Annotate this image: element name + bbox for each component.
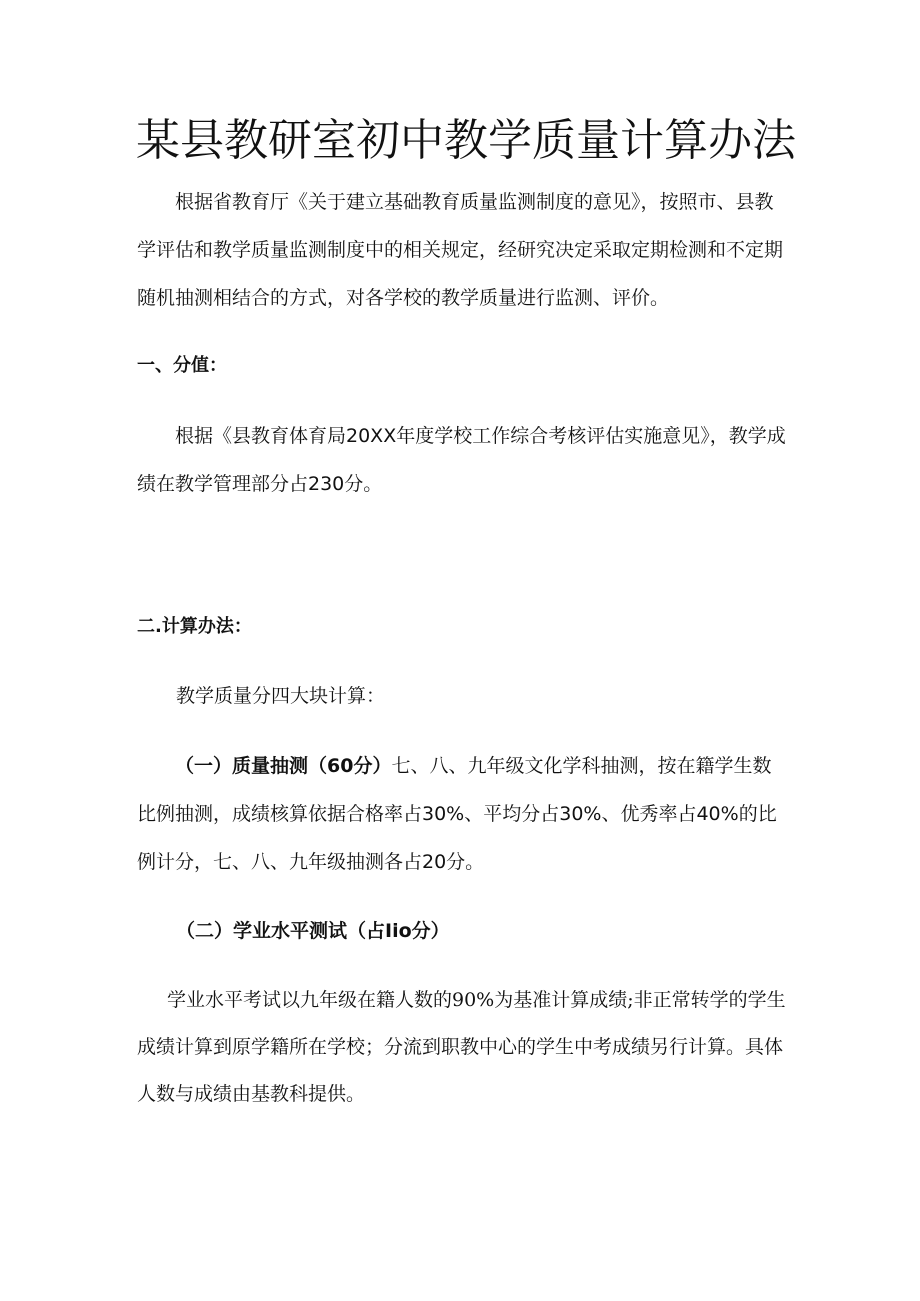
section-1-heading: 一、分值： <box>137 355 227 376</box>
item-2-body: 学业水平考试以九年级在籍人数的90%为基准计算成绩;非正常转学的学生成绩计算到原学籍所在学校；分流到职教中心的学生中考成绩另行计算。具体人数与成绩由基教科提供。 <box>137 989 786 1105</box>
item-1-body: 七、八、九年级文化学科抽测，按在籍学生数比例抽测，成绩核算依据合格率占30%、平均分占30%、优秀率占40%的比例计分，七、八、九年级抽测各占20分。 <box>137 755 777 873</box>
section-1-body: 根据《县教育体育局20XX年度学校工作综合考核评估实施意见》，教学成绩在教学管理部分占230分。 <box>137 425 786 495</box>
section-2-lead: 教学质量分四大块计算： <box>176 685 386 707</box>
intro-paragraph: 根据省教育厅《关于建立基础教育质量监测制度的意见》，按照市、县教学评估和教学质量监测制度中的相关规定，经研究决定采取定期检测和不定期随机抽测相结合的方式，对各学校的教学质量进行监测、评价。 <box>137 191 784 309</box>
document-title: 某县教研室初中教学质量计算办法 <box>136 115 796 166</box>
item-1-paragraph <box>137 742 787 886</box>
item-2-label: （二）学业水平测试（占Iio分） <box>176 920 450 942</box>
section-2-heading: 二.计算办法： <box>137 616 252 637</box>
item-1-label: （一）质量抽测（60分） <box>175 755 392 777</box>
